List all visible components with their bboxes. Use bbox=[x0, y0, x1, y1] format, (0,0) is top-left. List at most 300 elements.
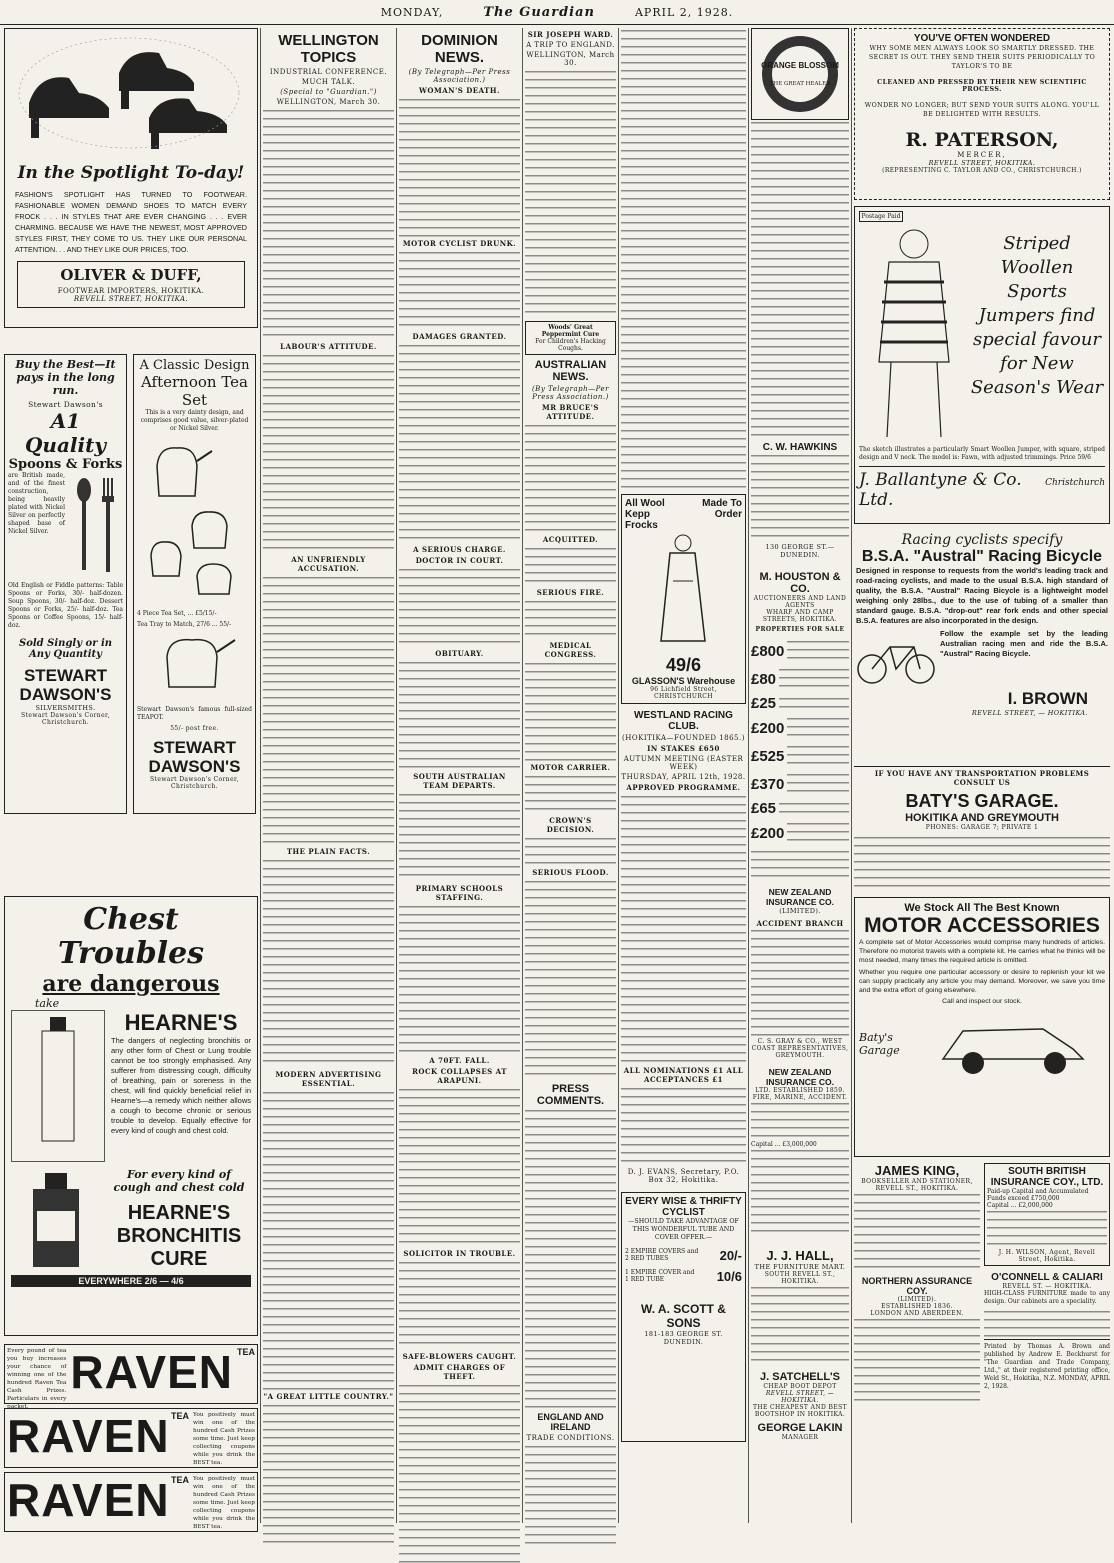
hall-role: THE FURNITURE MART. bbox=[754, 1263, 846, 1271]
hearnes-take: take bbox=[35, 997, 60, 1010]
hawkins-addr: 130 GEORGE ST.—DUNEDIN. bbox=[765, 543, 835, 559]
westland-noms: ALL NOMINATIONS £1 ALL ACCEPTANCES £1 bbox=[623, 1066, 744, 1084]
england-sub: TRADE CONDITIONS. bbox=[526, 1434, 615, 1442]
baty-name: BATY'S GARAGE. bbox=[905, 791, 1059, 811]
article-body-text bbox=[525, 546, 616, 586]
stewart-a1-ad bbox=[4, 354, 127, 814]
oconnel-addr: REVELL ST. — HOKITIKA. bbox=[1002, 1283, 1092, 1290]
houston-p5: £525 bbox=[751, 747, 785, 765]
article-body-text bbox=[984, 1309, 1110, 1339]
topics-place: WELLINGTON, March 30. bbox=[276, 98, 381, 106]
wellington-topics-column bbox=[263, 28, 394, 1523]
article-body-text bbox=[399, 904, 520, 1054]
printed-imprint: Printed by Thomas A. Brown and published by Andrew E. Beckhurst for "The Guardian and Trade Company, Ltd.," at their registered printing office, Weld St., Hokitika, N.Z. MONDAY, APRIL 2, 1928. bbox=[984, 1339, 1110, 1391]
article-body-text bbox=[854, 835, 1110, 893]
hearnes-tag: For every kind of cough and chest cold bbox=[113, 1168, 245, 1194]
baty-phones: PHONES: GARAGE 7; PRIVATE 1 bbox=[925, 824, 1039, 831]
houston-role: AUCTIONEERS AND LAND AGENTS bbox=[753, 595, 847, 609]
article-body-text bbox=[525, 879, 616, 1079]
article-body-text bbox=[399, 792, 520, 882]
nzins2-name: NEW ZEALAND INSURANCE CO. bbox=[765, 1067, 834, 1087]
nzins1-sub: (LIMITED). bbox=[779, 907, 821, 915]
teaset-h1: A Classic Design bbox=[139, 358, 250, 373]
england-head: ENGLAND AND IRELAND bbox=[537, 1412, 604, 1432]
stewart-sold: Sold Singly or in Any Quantity bbox=[18, 638, 113, 660]
car-body-icon bbox=[943, 1029, 1083, 1059]
motor-h1: We Stock All The Best Known bbox=[904, 902, 1060, 914]
figure-icon bbox=[675, 535, 691, 551]
teaset-illustration bbox=[137, 436, 252, 606]
houston-p8: £200 bbox=[751, 824, 785, 842]
column-rule bbox=[618, 28, 619, 1523]
ward-australian-column bbox=[525, 28, 616, 1523]
nzins1-reps: C. S. GRAY & CO., WEST COAST REPRESENTATIVES, GREYMOUTH. bbox=[751, 1038, 849, 1059]
ward-place: WELLINGTON, March 30. bbox=[526, 51, 615, 67]
column-rule bbox=[396, 28, 397, 1523]
bsa-addr: REVELL STREET, — HOKITIKA. bbox=[971, 709, 1088, 717]
raven1-brand: RAVEN bbox=[70, 1346, 233, 1398]
dominion-head: DOMINION NEWS. bbox=[421, 32, 498, 66]
australian-s6: CROWN'S DECISION. bbox=[546, 816, 595, 834]
woods-cure-ad bbox=[525, 321, 616, 355]
bsa-name: I. BROWN bbox=[1007, 689, 1088, 708]
raven3-tea: TEA bbox=[171, 1475, 189, 1485]
southbritish-l1: Paid-up Capital and Accumulated Funds exceed £750,000 bbox=[987, 1188, 1089, 1202]
article-body-text bbox=[263, 575, 394, 845]
listing-text bbox=[787, 744, 849, 768]
article-body-text bbox=[525, 69, 616, 319]
ward-sub: A TRIP TO ENGLAND. bbox=[526, 41, 615, 49]
dominion-s13: ADMIT CHARGES OF THEFT. bbox=[413, 1363, 506, 1381]
raven2-tea: TEA bbox=[171, 1411, 189, 1421]
jumper-figure-illustration bbox=[859, 222, 969, 442]
glasson-addr: 96 Lichfield Street, CHRISTCHURCH bbox=[650, 686, 717, 700]
figure-head-icon bbox=[900, 230, 928, 258]
dominion-s9: A 70FT. FALL. bbox=[429, 1056, 490, 1065]
paterson-rep: (REPRESENTING C. TAYLOR AND CO., CHRISTCHURCH.) bbox=[882, 167, 1082, 174]
houston-addr: WHARF AND CAMP STREETS, HOKITIKA. bbox=[762, 609, 838, 623]
oconnel-body: HIGH-CLASS FURNITURE made to any design. Our cabinets are a speciality. bbox=[984, 1290, 1110, 1305]
shoe-icon bbox=[149, 98, 227, 133]
westland-sub: (HOKITIKA—FOUNDED 1865.) bbox=[622, 734, 745, 742]
article-body-text bbox=[525, 423, 616, 533]
column-rule bbox=[851, 28, 852, 1523]
article-body-text bbox=[751, 1101, 849, 1141]
motor-car-illustration bbox=[933, 1009, 1093, 1079]
teapot-icon bbox=[157, 448, 197, 496]
teaset-note: Stewart Dawson's famous full-sized TEAPOT. bbox=[137, 706, 252, 721]
teaset-price3: 55/- post free. bbox=[170, 725, 219, 732]
dominion-s1: WOMAN'S DEATH. bbox=[419, 86, 500, 95]
hearnes-h2: are dangerous bbox=[42, 971, 220, 997]
column-rule bbox=[748, 28, 749, 1523]
raven-ad-2 bbox=[4, 1408, 258, 1468]
fork-icon bbox=[103, 478, 105, 498]
paterson-ad bbox=[854, 28, 1110, 200]
paterson-b3: WONDER NO LONGER; BUT SEND YOUR SUITS ALONG. YOU'LL BE DELIGHTED WITH RESULTS. bbox=[864, 102, 1100, 118]
southbritish-name: SOUTH BRITISH INSURANCE COY., LTD. bbox=[990, 1166, 1104, 1188]
stewart-name: STEWART DAWSON'S bbox=[19, 666, 112, 704]
listing-text bbox=[787, 821, 849, 845]
article-body-text bbox=[751, 849, 849, 879]
dominion-s12: SAFE-BLOWERS CAUGHT. bbox=[402, 1352, 517, 1361]
south-british-ad bbox=[984, 1163, 1110, 1266]
paterson-h1: YOU'VE OFTEN WONDERED bbox=[913, 33, 1051, 44]
bicycle-illustration bbox=[856, 629, 936, 689]
topics-s4: THE PLAIN FACTS. bbox=[286, 847, 371, 856]
motor-h2: MOTOR ACCESSORIES bbox=[864, 914, 1100, 937]
satchell-role: CHEAP BOOT DEPOT bbox=[763, 1383, 837, 1390]
glasson-ad bbox=[621, 494, 746, 704]
dominion-s6: OBITUARY. bbox=[435, 649, 484, 658]
westland-prog: APPROVED PROGRAMME. bbox=[626, 783, 741, 792]
westland-date: THURSDAY, APRIL 12th, 1928. bbox=[621, 773, 746, 781]
everywise-l3: 1 EMPIRE COVER and bbox=[625, 1269, 695, 1276]
oliver-name: OLIVER & DUFF, bbox=[60, 266, 202, 284]
hall-name: J. J. HALL, bbox=[766, 1248, 834, 1263]
hearnes-h1: Chest Troubles bbox=[57, 902, 205, 971]
bottom-right-ads bbox=[854, 1163, 1110, 1407]
topics-head: WELLINGTON TOPICS bbox=[278, 32, 379, 66]
hearnes-everywhere: EVERYWHERE 2/6 — 4/6 bbox=[11, 1275, 251, 1287]
everywise-p1: 20/- bbox=[719, 1248, 742, 1263]
bsa-h1: Racing cyclists specify bbox=[901, 532, 1063, 548]
stewart-row bbox=[4, 354, 258, 814]
topics-s5: MODERN ADVERTISING ESSENTIAL. bbox=[275, 1070, 382, 1088]
glasson-h2: Made To Order bbox=[702, 498, 742, 520]
australian-s1: MR BRUCE'S ATTITUDE. bbox=[542, 403, 599, 421]
glasson-name: GLASSON'S Warehouse bbox=[631, 676, 736, 686]
stewart-addr: Stewart Dawson's Corner, Christchurch. bbox=[21, 712, 110, 726]
raven2-brand: RAVEN bbox=[7, 1410, 170, 1462]
bottle-icon bbox=[12, 1011, 104, 1161]
listing-text bbox=[787, 716, 849, 740]
teaset-body: This is a very dainty design, and comprises good value, silver-plated or Nickel Silver. bbox=[140, 409, 249, 432]
ballantyne-ad bbox=[854, 206, 1110, 524]
listing-text bbox=[779, 696, 849, 712]
topics-sub2: MUCH TALK. bbox=[301, 78, 356, 86]
houston-p2: £80 bbox=[751, 670, 777, 688]
programme-text bbox=[621, 794, 746, 1064]
raven3-brand: RAVEN bbox=[7, 1474, 170, 1526]
hall-addr: SOUTH REVELL ST., HOKITIKA. bbox=[764, 1271, 836, 1285]
woods-ad2: For Children's Hacking Coughs. bbox=[535, 338, 606, 352]
stewart-prices: Old English or Fiddle patterns: Table Spoons or Forks, 30/- half-dozen. Soup Spoons, 30/- half-doz. Dessert Spoons or Forks, 25/- half-doz. Tea Spoons or Coffee Spoons, 15/- half-doz. bbox=[8, 582, 123, 629]
westland-name: WESTLAND RACING CLUB. bbox=[634, 710, 733, 732]
listing-text bbox=[787, 772, 849, 796]
satchell-cheap: THE CHEAPEST AND BEST BOOTSHOP IN HOKITIKA. bbox=[752, 1404, 848, 1418]
column-six bbox=[751, 28, 849, 1523]
topics-s2: LABOUR'S ATTITUDE. bbox=[280, 342, 377, 351]
bsa-h2: B.S.A. "Austral" Racing Bicycle bbox=[861, 548, 1103, 565]
masthead bbox=[0, 0, 1114, 25]
teapot-illustration bbox=[137, 632, 252, 702]
westland-stakes: IN STAKES £650 bbox=[647, 744, 720, 753]
listing-text bbox=[787, 639, 849, 663]
teaset-h2: Afternoon Tea Set bbox=[140, 373, 248, 409]
article-body-text bbox=[987, 1209, 1107, 1249]
every-wise-ad bbox=[621, 1192, 746, 1442]
masthead-paper-title: The Guardian bbox=[483, 4, 595, 20]
shoes-illustration bbox=[9, 33, 249, 153]
northern-name: NORTHERN ASSURANCE COY. bbox=[861, 1276, 973, 1296]
article-body-text bbox=[751, 120, 849, 440]
dominion-s2: MOTOR CYCLIST DRUNK. bbox=[402, 239, 517, 248]
article-body-text bbox=[751, 1285, 849, 1365]
teaset-price2: Tea Tray to Match, 27/6 ... 55/- bbox=[137, 621, 232, 628]
column-rule bbox=[522, 28, 523, 1523]
article-body-text bbox=[399, 660, 520, 770]
nzins1-dept: ACCIDENT BRANCH bbox=[756, 919, 844, 928]
hearnes-sidebar bbox=[11, 1010, 105, 1162]
sugar-bowl-icon bbox=[151, 542, 181, 576]
westland-sec: D. J. EVANS, Secretary, P.O. Box 32, Hokitika. bbox=[627, 1168, 740, 1184]
bottom-right-left bbox=[854, 1163, 980, 1407]
blossom-sub: THE GREAT HEALER bbox=[769, 81, 831, 87]
topics-s3: AN UNFRIENDLY ACCUSATION. bbox=[291, 555, 366, 573]
lakin-name: GEORGE LAKIN bbox=[757, 1422, 843, 1434]
king-addr: REVELL ST., HOKITIKA. bbox=[875, 1185, 959, 1192]
topics-s6: "A GREAT LITTLE COUNTRY." bbox=[263, 1392, 394, 1401]
article-body-text bbox=[263, 353, 394, 553]
paterson-role: MERCER, bbox=[957, 151, 1007, 159]
houston-p3: £25 bbox=[751, 695, 777, 712]
westland-meeting: AUTUMN MEETING (EASTER WEEK) bbox=[623, 755, 744, 771]
paterson-body: WHY SOME MEN ALWAYS LOOK SO SMARTLY DRESSED. THE SECRET IS OUT. THEY SEND THEIR SUITS PERIODICALLY TO TAYLOR'S TO BE bbox=[868, 45, 1096, 70]
dominion-s8: PRIMARY SCHOOLS STAFFING. bbox=[415, 884, 504, 902]
article-body-text bbox=[525, 1108, 616, 1408]
dominion-s3: DAMAGES GRANTED. bbox=[412, 332, 507, 341]
raven1-tea: TEA bbox=[237, 1347, 255, 1357]
oliver-line1: FOOTWEAR IMPORTERS, HOKITIKA. bbox=[57, 287, 205, 295]
king-name: JAMES KING, bbox=[874, 1163, 960, 1178]
houston-name: M. HOUSTON & CO. bbox=[759, 571, 841, 595]
everywise-h1: EVERY WISE & THRIFTY CYCLIST bbox=[625, 1196, 742, 1218]
australian-s5: MOTOR CARRIER. bbox=[530, 763, 611, 772]
glasson-price: 49/6 bbox=[665, 655, 702, 675]
nzins1-name: NEW ZEALAND INSURANCE CO. bbox=[765, 887, 834, 907]
topics-sub1: INDUSTRIAL CONFERENCE. bbox=[269, 68, 388, 76]
satchell-name: J. SATCHELL'S bbox=[759, 1371, 841, 1383]
article-body-text bbox=[751, 453, 849, 543]
article-body-text bbox=[263, 858, 394, 1068]
stewart-role: SILVERSMITHS. bbox=[35, 704, 96, 712]
oliver-signature bbox=[17, 261, 245, 308]
everywise-body: —SHOULD TAKE ADVANTAGE OF THIS WONDERFUL TUBE AND COVER OFFER.— bbox=[628, 1218, 739, 1241]
everywise-l4: 1 RED TUBE bbox=[625, 1276, 665, 1283]
king-role: BOOKSELLER AND STATIONER, bbox=[861, 1178, 973, 1185]
raven-ad-3 bbox=[4, 1472, 258, 1532]
baty-ad bbox=[854, 766, 1110, 893]
hearnes-bottle-name: HEARNE'S BRONCHITIS CURE bbox=[116, 1202, 242, 1270]
article-body-text bbox=[399, 567, 520, 647]
everywise-l1: 2 EMPIRE COVERS and bbox=[625, 1248, 699, 1255]
houston-p6: £370 bbox=[751, 775, 785, 793]
dominion-s4: A SERIOUS CHARGE. bbox=[413, 545, 506, 554]
australian-s4: MEDICAL CONGRESS. bbox=[544, 641, 597, 659]
listing-text bbox=[779, 667, 849, 691]
shoe-heel-icon bbox=[31, 118, 39, 138]
oliver-body: FASHION'S SPOTLIGHT HAS TURNED TO FOOTWEAR. FASHIONABLE WOMEN DEMAND SHOES TO MATCH EVERY FROCK . . . IN STYLES THAT ARE EVER CHANGING . . . EVER CHARMING. BECAUSE WE HAVE THE NEWEST, MOST APPROVED STYLES FIRST, THEY COME TO US. THEY LIKE OUR PERSONAL ATTENTION. . . AND THEY LIKE OUR PRICES, TOO. bbox=[15, 190, 247, 254]
northern-est: ESTABLISHED 1836. bbox=[881, 1303, 953, 1310]
australian-s2: ACQUITTED. bbox=[542, 535, 599, 544]
everywise-name: W. A. SCOTT & SONS bbox=[641, 1302, 726, 1330]
nzins2-capital: Capital ... £3,000,000 bbox=[751, 1141, 817, 1148]
hearnes-body: The dangers of neglecting bronchitis or any other form of Chest or Lung trouble cannot be too strongly emphasised. Any sufferer from distressing cough, difficulty of breathing, pain or soreness in the chest, will find quickly beneficial relief in Hearne's—a remedy which neither allows a cough to become chronic or serious trouble to develop. Equally effective for every kind of cough and chest cold. bbox=[111, 1036, 251, 1135]
hearnes-ad bbox=[4, 896, 258, 1336]
article-body-text bbox=[525, 836, 616, 866]
article-body-text bbox=[525, 599, 616, 639]
shoe-icon bbox=[29, 77, 109, 118]
woods-ad1: Woods' Great Peppermint Cure bbox=[541, 324, 600, 338]
masthead-date: APRIL 2, 1928. bbox=[634, 5, 734, 19]
houston-sale: PROPERTIES FOR SALE bbox=[755, 626, 845, 633]
raven1-body: Every pound of tea you buy increases your chance of winning one of the hundred Raven Tea Cash Prizes. Particulars in every packet. bbox=[7, 1348, 67, 1410]
article-body-text bbox=[263, 1090, 394, 1390]
motor-accessories-ad bbox=[854, 897, 1110, 1157]
article-body-text bbox=[399, 97, 520, 237]
australian-s7: SERIOUS FLOOD. bbox=[532, 868, 609, 877]
nzins2-est: LTD. ESTABLISHED 1859. bbox=[755, 1087, 845, 1094]
motor-garage: Baty's Garage bbox=[859, 1031, 900, 1057]
column-rule bbox=[260, 28, 261, 1523]
article-body-text bbox=[263, 108, 394, 340]
column-five bbox=[621, 28, 746, 1523]
australian-s3: SERIOUS FIRE. bbox=[536, 588, 605, 597]
ballantyne-h1: Striped Woollen Sports Jumpers find special favour for New Season's Wear bbox=[970, 233, 1104, 398]
lakin-role: MANAGER bbox=[781, 1434, 819, 1441]
bsa-body: Designed in response to requests from the world's leading track and road-racing cyclists, and made to the usual B.S.A. high standard of quality, the B.S.A. "Austral" Racing Bicycle is a lightweight model weighing only 28lbs., due to the use of tubing of a smaller than standard gauge. B.S.A. "drop-out" rear fork ends and other special B.S.A. features are also incorporated in the design. bbox=[856, 566, 1108, 625]
paterson-b2: CLEANED AND PRESSED BY THEIR NEW SCIENTIFIC PROCESS. bbox=[877, 79, 1087, 93]
article-body-text bbox=[621, 28, 746, 490]
ballantyne-city: Christchurch bbox=[1045, 478, 1105, 488]
frock-icon bbox=[661, 553, 705, 641]
motor-body: A complete set of Motor Accessories would comprise many hundreds of articles. Therefore no motorist travels with a complete kit. He carries what he thinks will be most needed, many times the required article is omitted. bbox=[859, 939, 1105, 964]
ward-head: SIR JOSEPH WARD. bbox=[527, 30, 614, 39]
spoon-icon bbox=[77, 478, 91, 502]
blossom-seal bbox=[754, 31, 846, 117]
oconnel-name: O'CONNELL & CALIARI bbox=[991, 1272, 1103, 1283]
article-body-text bbox=[854, 1192, 980, 1272]
left-ad-column bbox=[4, 28, 258, 1530]
topics-special: (Special to "Guardian.") bbox=[280, 88, 377, 96]
raven-ad-1 bbox=[4, 1344, 258, 1410]
oliver-line2: REVELL STREET, HOKITIKA. bbox=[73, 295, 189, 303]
baty-towns: HOKITIKA AND GREYMOUTH bbox=[905, 812, 1059, 824]
bsa-ad bbox=[854, 530, 1110, 764]
shoe-icon bbox=[119, 52, 194, 91]
northern-sub: (LIMITED). bbox=[897, 1296, 937, 1303]
australian-head: AUSTRALIAN NEWS. bbox=[534, 359, 607, 383]
paterson-addr: REVELL STREET, HOKITIKA. bbox=[928, 159, 1036, 167]
stewart-a1: A1 Quality bbox=[25, 409, 106, 457]
article-body-text bbox=[751, 1148, 849, 1238]
satchell-addr: REVELL STREET, — HOKITIKA. bbox=[765, 1390, 835, 1404]
baty-top: IF YOU HAVE ANY TRANSPORTATION PROBLEMS CONSULT US bbox=[874, 769, 1090, 787]
hawkins-name: C. W. HAWKINS bbox=[762, 442, 838, 453]
car-wheel-icon bbox=[1044, 1052, 1066, 1074]
everywise-l2: 2 RED TUBES bbox=[625, 1255, 669, 1262]
ballantyne-name: J. Ballantyne & Co. Ltd. bbox=[859, 470, 1022, 510]
masthead-day: MONDAY, bbox=[380, 5, 444, 19]
raven3-body: You positively must win one of the hundred Cash Prizes some time. Just keep collecting coupons while you drink the BEST tea. bbox=[193, 1476, 255, 1530]
article-body-text bbox=[525, 1444, 616, 1544]
article-body-text bbox=[751, 928, 849, 1038]
article-body-text bbox=[399, 1260, 520, 1350]
glasson-h1: All Wool Kepp Frocks bbox=[625, 498, 665, 531]
article-body-text bbox=[525, 774, 616, 814]
teaset-price1: 4 Piece Tea Set, ... £5/15/- bbox=[137, 610, 217, 617]
jug-icon bbox=[192, 512, 227, 548]
frock-illustration bbox=[625, 531, 740, 651]
stewart-tag: Buy the Best—It pays in the long run. bbox=[15, 358, 116, 397]
houston-p4: £200 bbox=[751, 719, 785, 737]
dominion-s10: ROCK COLLAPSES AT ARAPUNI. bbox=[412, 1067, 507, 1085]
ballantyne-body: The sketch illustrates a particularly Smart Woollen Jumper, with square, striped design and V neck. The model is: Fawn, with adjusted trimmings. Price 59/6 bbox=[859, 446, 1105, 461]
article-body-text bbox=[399, 1383, 520, 1563]
teaset-name: STEWART DAWSON'S bbox=[148, 738, 241, 776]
stewart-sub: Stewart Dawson's bbox=[28, 400, 103, 409]
car-wheel-icon bbox=[962, 1052, 984, 1074]
australian-tel: (By Telegraph—Per Press Association.) bbox=[531, 385, 610, 401]
oliver-duff-ad bbox=[4, 28, 258, 328]
stewart-items: Spoons & Forks bbox=[8, 457, 123, 472]
article-body-text bbox=[525, 661, 616, 761]
hearnes-brand: HEARNE'S bbox=[124, 1010, 238, 1035]
dominion-s7: SOUTH AUSTRALIAN TEAM DEPARTS. bbox=[413, 772, 506, 790]
southbritish-agent: J. H. WILSON, Agent, Revell Street, Hokitika. bbox=[998, 1249, 1096, 1263]
article-body-text bbox=[854, 1317, 980, 1407]
article-body-text bbox=[399, 1087, 520, 1247]
blossom-brand: ORANGE BLOSSOM bbox=[761, 61, 839, 70]
article-body-text bbox=[399, 250, 520, 330]
everywise-addr: 181-183 GEORGE ST. DUNEDIN. bbox=[644, 1330, 723, 1346]
houston-p7: £65 bbox=[751, 800, 777, 817]
teaset-addr: Stewart Dawson's Corner, Christchurch. bbox=[150, 776, 239, 790]
motor-b3: Call and inspect our stock. bbox=[942, 998, 1022, 1005]
cup-icon bbox=[197, 564, 231, 594]
press-head: PRESS COMMENTS. bbox=[536, 1083, 605, 1107]
listing-text bbox=[779, 801, 849, 817]
raven2-body: You positively must win one of the hundred Cash Prizes some time. Just keep collecting coupons while you drink the BEST tea. bbox=[193, 1412, 255, 1466]
teapot-icon bbox=[167, 640, 217, 687]
programme-text bbox=[621, 1086, 746, 1166]
nzins2-sub: FIRE, MARINE, ACCIDENT. bbox=[752, 1094, 848, 1101]
motor-b2: Whether you require one particular accessory or desire to replenish your kit we can supply practically any article you may demand. Moreover, we save you time and the extra effort of going elsewhere. bbox=[859, 969, 1105, 994]
bsa-b2: Follow the example set by the leading Australian racing men and ride the B.S.A. "Austral" Racing Bicycle. bbox=[940, 629, 1108, 658]
dominion-s5: DOCTOR IN COURT. bbox=[415, 556, 504, 565]
hearnes-bottle bbox=[11, 1171, 101, 1271]
dominion-news-column bbox=[399, 28, 520, 1523]
ballantyne-postage: Postage Paid bbox=[859, 211, 903, 222]
southbritish-l2: Capital ... £2,000,000 bbox=[987, 1202, 1053, 1209]
dominion-tel: (By Telegraph—Per Press Association.) bbox=[408, 68, 511, 84]
everywise-p2: 10/6 bbox=[716, 1269, 742, 1284]
stewart-teaset-ad bbox=[133, 354, 256, 814]
northern-city: LONDON AND ABERDEEN. bbox=[870, 1310, 964, 1317]
right-ad-column bbox=[854, 28, 1110, 1523]
bottom-right-right bbox=[984, 1163, 1110, 1407]
stewart-body: are British made, and of the finest construction, being heavily plated with Nickel Silver on perfectly shaped base of Nickel Silver. bbox=[8, 472, 65, 535]
paterson-name: R. PATERSON, bbox=[905, 129, 1059, 151]
spoon-fork-illustration bbox=[69, 472, 123, 582]
dominion-s11: SOLICITOR IN TROUBLE. bbox=[403, 1249, 516, 1258]
orange-blossom-ad bbox=[751, 28, 849, 120]
article-body-text bbox=[263, 1403, 394, 1543]
houston-p1: £800 bbox=[751, 642, 785, 660]
article-body-text bbox=[399, 343, 520, 543]
jumper-icon bbox=[879, 262, 949, 362]
